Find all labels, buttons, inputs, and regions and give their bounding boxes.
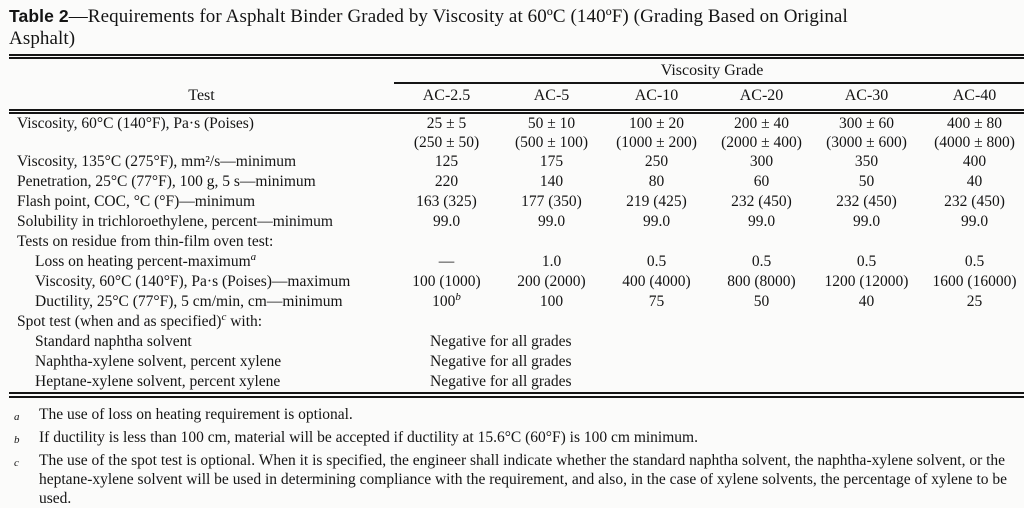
footnote xyxy=(9,451,1015,508)
table-row xyxy=(9,232,1024,252)
footnotes xyxy=(9,405,1015,508)
span-value: Negative for all grades xyxy=(430,373,572,390)
cell-value: 99.0 xyxy=(642,213,671,230)
table-header xyxy=(9,57,1024,112)
cell-value: 25 xyxy=(966,293,983,310)
footnote-marker: a xyxy=(14,411,20,423)
grade-column-header: AC-10 xyxy=(604,83,709,112)
table-title-text: —Requirements for Asphalt Binder Graded by Viscosity at 60ºC (140ºF) (Grading Based on Original Asphalt) xyxy=(9,6,848,49)
cell-value: 99.0 xyxy=(747,213,776,230)
row-label: Viscosity, 60°C (140°F), Pa·s (Poises)—maximum xyxy=(35,273,351,290)
cell-value: 0.5 xyxy=(646,253,667,270)
empty-cells xyxy=(394,312,1024,332)
cell-value: 163 (325) xyxy=(416,193,477,210)
cell-value: 50 xyxy=(753,293,770,310)
table-title-label: Table 2 xyxy=(9,6,69,26)
cell-value: 1600 (16000) xyxy=(932,273,1017,290)
cell-value: 75 xyxy=(648,293,665,310)
cell-value: 175 xyxy=(539,153,564,170)
cell-value: 25 ± 5 (250 ± 50) xyxy=(413,115,480,151)
table-row xyxy=(9,372,1024,395)
cell-value: 300 ± 60 (3000 ± 600) xyxy=(826,115,907,151)
cell-value: 99.0 xyxy=(537,213,566,230)
cell-value: 60 xyxy=(753,173,770,190)
cell-value: 99.0 xyxy=(852,213,881,230)
table-row xyxy=(9,252,1024,272)
cell-value: 50 xyxy=(858,173,875,190)
span-value: Negative for all grades xyxy=(430,353,572,370)
row-label: Heptane-xylene solvent, percent xylene xyxy=(35,373,281,390)
row-label: Standard naphtha solvent xyxy=(35,333,192,350)
section-label: Tests on residue from thin-film oven test: xyxy=(17,233,274,250)
cell-value: 200 (2000) xyxy=(517,273,586,290)
table-row xyxy=(9,292,1024,312)
row-label: Penetration, 25°C (77°F), 100 g, 5 s—minimum xyxy=(17,173,316,190)
table-row xyxy=(9,332,1024,352)
cell-value: 0.5 xyxy=(856,253,877,270)
cell-value: 100 ± 20 (1000 ± 200) xyxy=(616,115,697,151)
cell-value: 177 (350) xyxy=(521,193,582,210)
spanner-empty-cell xyxy=(9,57,394,84)
table-row xyxy=(9,272,1024,292)
cell-value: 250 xyxy=(644,153,669,170)
grade-column-header: AC-40 xyxy=(919,83,1024,112)
table-row xyxy=(9,192,1024,212)
grade-column-header: AC-30 xyxy=(814,83,919,112)
table-body xyxy=(9,112,1024,396)
span-value: Negative for all grades xyxy=(430,333,572,350)
footnote-text: The use of the spot test is optional. When it is specified, the engineer shall indicate whether the standard naphtha solvent, the naphtha-xylene solvent, or the heptane-xylene solvent will be used in determining compliance with the requirement, and also, in the case of xylene solvents, the percentage of xylene to be used. xyxy=(39,452,1008,507)
requirements-table xyxy=(9,54,1024,398)
row-label: Flash point, COC, °C (°F)—minimum xyxy=(17,193,256,210)
cell-value: 0.5 xyxy=(964,253,985,270)
table-row xyxy=(9,172,1024,192)
footnote-ref: a xyxy=(250,250,257,263)
row-label: Loss on heating percent-maximum$^a$ xyxy=(35,250,257,270)
grade-column-header: AC-20 xyxy=(709,83,814,112)
footnote-ref: b xyxy=(455,290,461,303)
row-label: Solubility in trichloroethylene, percent—minimum xyxy=(17,213,333,230)
footnote-ref: c xyxy=(221,310,227,323)
footnote xyxy=(9,428,1015,447)
cell-value: 220 xyxy=(434,173,459,190)
cell-value: 300 xyxy=(749,153,774,170)
footnote-text: The use of loss on heating requirement is optional. xyxy=(39,406,353,423)
cell-value: 219 (425) xyxy=(626,193,687,210)
cell-value: 99.0 xyxy=(960,213,989,230)
row-label: Ductility, 25°C (77°F), 5 cm/min, cm—minimum xyxy=(35,293,343,310)
test-column-header: Test xyxy=(9,83,394,112)
cell-value: 125 xyxy=(434,153,459,170)
table-row xyxy=(9,112,1024,153)
column-header-row xyxy=(9,83,1024,112)
row-label: Viscosity, 60°C (140°F), Pa·s (Poises) xyxy=(17,115,254,132)
footnote-text: If ductility is less than 100 cm, material will be accepted if ductility at 15.6°C (60°F) is 100 cm minimum. xyxy=(39,429,698,446)
cell-value: 80 xyxy=(648,173,665,190)
cell-value: 1200 (12000) xyxy=(824,273,909,290)
cell-value: 100 (1000) xyxy=(412,273,481,290)
grade-column-header: AC-2.5 xyxy=(394,83,499,112)
table-title xyxy=(9,6,867,49)
spanner-row xyxy=(9,57,1024,84)
row-label: Naphtha-xylene solvent, percent xylene xyxy=(35,353,282,370)
grade-column-header: AC-5 xyxy=(499,83,604,112)
cell-value: 400 ± 80 (4000 ± 800) xyxy=(934,115,1015,151)
cell-value: 350 xyxy=(854,153,879,170)
cell-value: 100 xyxy=(539,293,564,310)
cell-value: — xyxy=(438,253,455,270)
table-row xyxy=(9,352,1024,372)
cell-value: 232 (450) xyxy=(731,193,792,210)
section-label: Spot test (when and as specified)$^c$ with: xyxy=(17,310,263,330)
cell-value: 140 xyxy=(539,173,564,190)
table-row xyxy=(9,152,1024,172)
table-row xyxy=(9,212,1024,232)
cell-value: 50 ± 10 (500 ± 100) xyxy=(514,115,589,151)
cell-value: 40 xyxy=(858,293,875,310)
cell-value: 400 xyxy=(962,153,987,170)
cell-value: 200 ± 40 (2000 ± 400) xyxy=(721,115,802,151)
row-label: Viscosity, 135°C (275°F), mm²/s—minimum xyxy=(17,153,297,170)
footnote-marker: c xyxy=(14,457,19,469)
cell-value: 100$^b$ xyxy=(432,290,461,310)
footnote-marker: b xyxy=(14,434,20,446)
cell-value: 1.0 xyxy=(541,253,562,270)
cell-value: 232 (450) xyxy=(944,193,1005,210)
cell-value: 0.5 xyxy=(751,253,772,270)
cell-value: 99.0 xyxy=(432,213,461,230)
cell-value: 232 (450) xyxy=(836,193,897,210)
viscosity-grade-header: Viscosity Grade xyxy=(394,57,1024,84)
cell-value: 40 xyxy=(966,173,983,190)
empty-cells xyxy=(394,232,1024,252)
cell-value: 400 (4000) xyxy=(622,273,691,290)
footnote xyxy=(9,405,1015,424)
table-row xyxy=(9,312,1024,332)
cell-value: 800 (8000) xyxy=(727,273,796,290)
